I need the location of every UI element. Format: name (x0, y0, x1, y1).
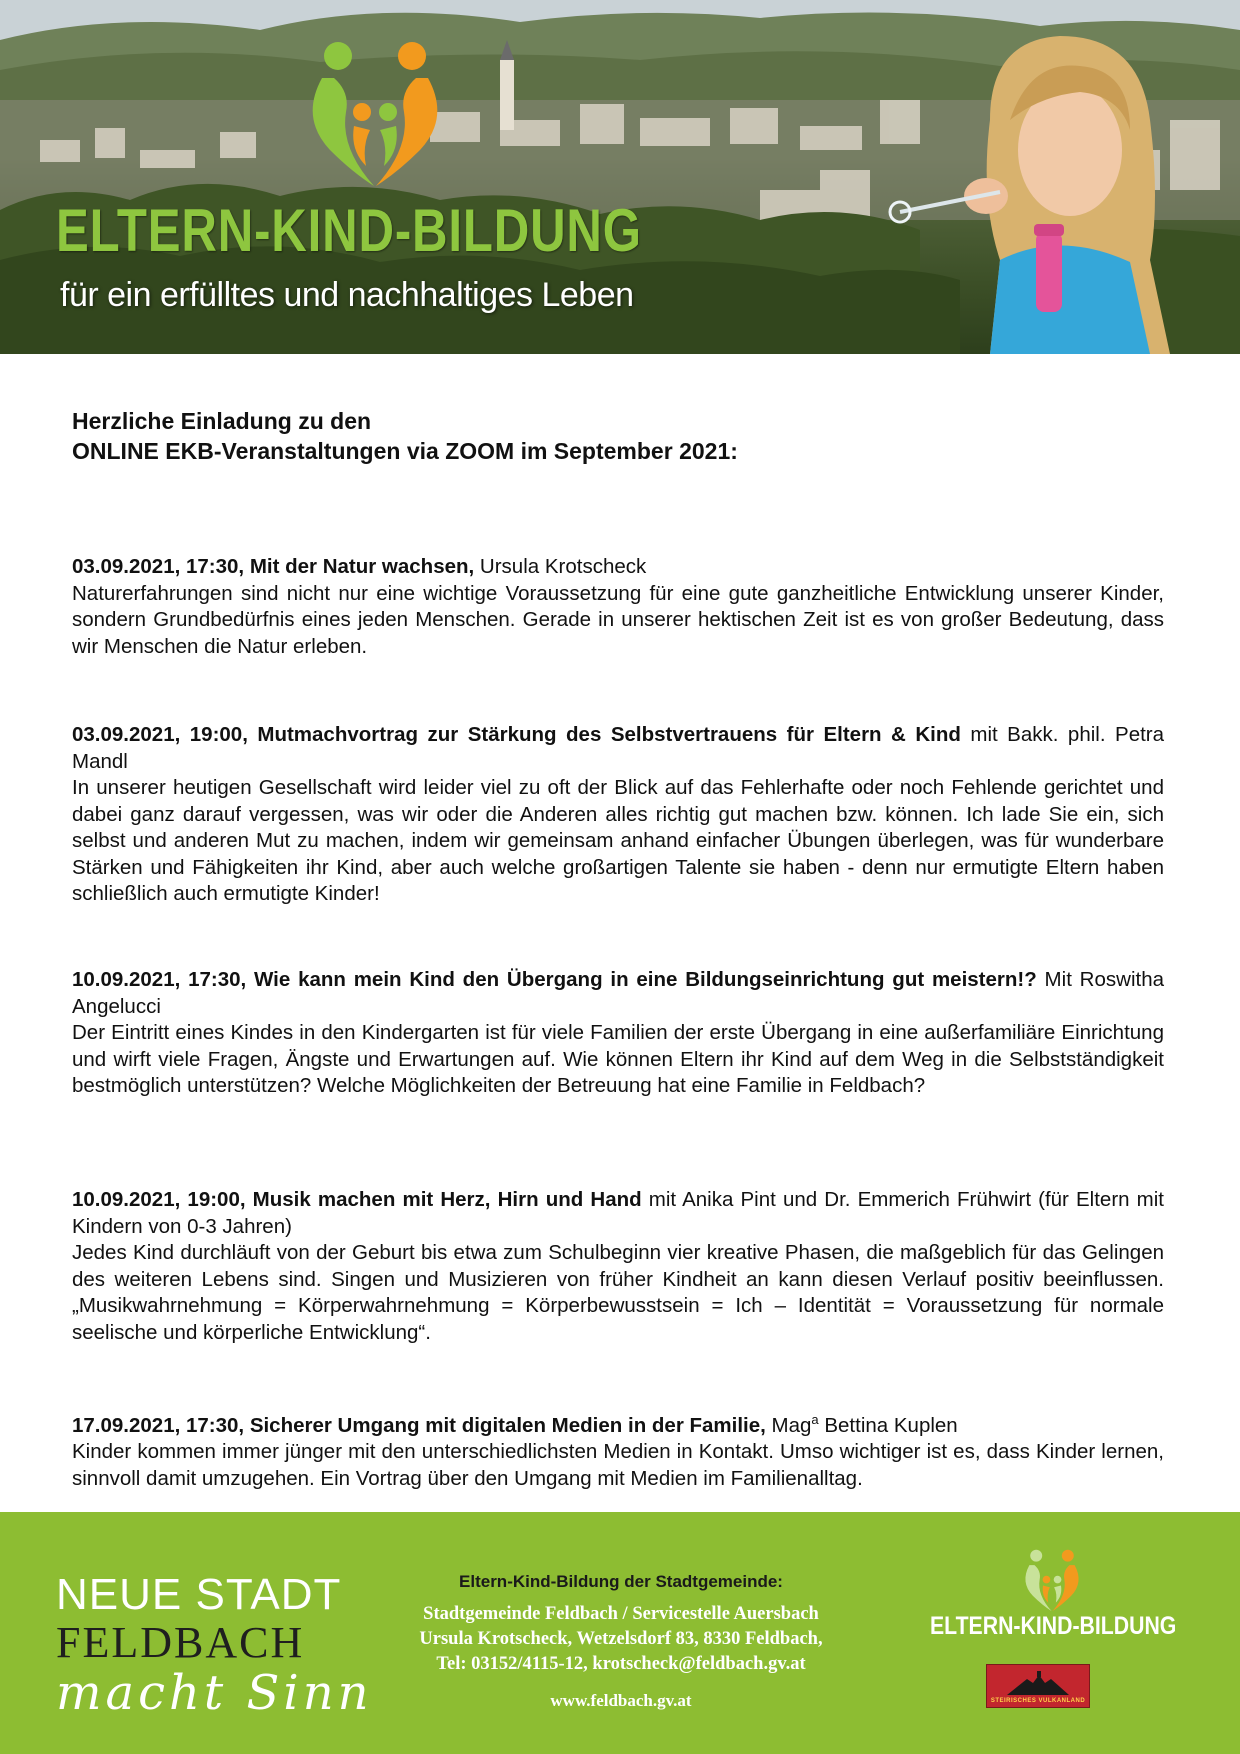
contact-line: Ursula Krotscheck, Wetzelsdorf 83, 8330 Feldbach, (419, 1629, 823, 1649)
event-item (72, 1407, 1164, 1492)
event-title: 03.09.2021, 17:30, Mit der Natur wachsen, (72, 555, 475, 578)
footer (0, 1512, 1240, 1754)
event-item (72, 554, 1164, 660)
city-line-3: macht Sinn (56, 1665, 373, 1721)
city-line-2: FELDBACH (56, 1618, 305, 1667)
contact-block (386, 1572, 856, 1711)
event-speaker: Mag (765, 1413, 812, 1437)
event-description: Kinder kommen immer jünger mit den unterschiedlichsten Medien in Kontakt. Umso wichtiger ist es, dass Kinder lernen, sinnvoll damit umzugehen. Ein Vortrag über den Umgang mit Medien im Familienalltag. (72, 1440, 1164, 1490)
event-speaker: mit Anika Pint und Dr. Emmerich Frühwirt (für Eltern mit Kindern von 0-3 Jahren) (72, 1188, 1165, 1238)
brand-title: ELTERN-KIND-BILDUNG (56, 197, 642, 264)
event-speaker: mit Bakk. phil. Petra Mandl (72, 723, 1165, 773)
event-item (72, 1187, 1164, 1346)
header-banner (0, 0, 1240, 354)
event-speaker: Ursula Krotscheck (474, 555, 647, 578)
event-speaker-name: Bettina Kuplen (818, 1413, 958, 1437)
invitation-line-2: ONLINE EKB-Veranstaltungen via ZOOM im September 2021: (72, 438, 738, 464)
event-speaker: Mit Roswitha Angelucci (72, 968, 1164, 1018)
event-title: 10.09.2021, 17:30, Wie kann mein Kind den Übergang in eine Bildungseinrichtung gut meistern!? (72, 968, 1037, 991)
event-title: 10.09.2021, 19:00, Musik machen mit Herz, Hirn und Hand (72, 1188, 642, 1211)
city-slogan (56, 1570, 373, 1721)
family-heart-logo-icon (1020, 1548, 1084, 1612)
city-line-1: NEUE STADT (56, 1570, 342, 1619)
invitation-heading (72, 406, 738, 466)
event-description: Jedes Kind durchläuft von der Geburt bis etwa zum Schulbeginn vier kreative Phasen, die maßgeblich für das Gelingen des weiteren Lebens sind. Singen und Musizieren von früher Kindheit an kann diesen Verlauf positiv beeinflussen. „Musikwahrnehmung = Körperwahrnehmung = Körperbewusstsein = Ich – Identität = Voraussetzung für normale seelische und körperliche Entwicklung“. (72, 1241, 1164, 1344)
contact-title: Eltern-Kind-Bildung der Stadtgemeinde: (459, 1572, 783, 1591)
contact-phone-email[interactable]: Tel: 03152/4115-12, krotscheck@feldbach.gv.at (436, 1654, 806, 1674)
event-description: In unserer heutigen Gesellschaft wird leider viel zu oft der Blick auf das Fehlerhafte oder noch Fehlende gerichtet und dabei ganz darauf vergessen, was wir oder die Anderen alles richtig gut machen bzw. können. Ich lade Sie ein, sich selbst und anderen Mut zu machen, indem wir gemeinsam anhand einfacher Übungen überlegen, was für wunderbare Stärken und Fähigkeiten ihr Kind, aber auch welche großartigen Talente sie haben - denn nur ermutigte Eltern haben schließlich auch ermutigte Kinder! (72, 776, 1164, 905)
badge-label: STEIRISCHES VULKANLAND (990, 1698, 1086, 1704)
family-heart-logo-icon (300, 38, 450, 188)
event-speaker-sup: a (811, 1412, 819, 1427)
event-item (72, 722, 1164, 908)
event-item (72, 967, 1164, 1100)
contact-line: Stadtgemeinde Feldbach / Servicestelle Auersbach (423, 1604, 819, 1624)
tagline: für ein erfülltes und nachhaltiges Leben (60, 276, 634, 314)
event-title: 03.09.2021, 19:00, Mutmachvortrag zur Stärkung des Selbstvertrauens für Eltern & Kind (72, 723, 961, 746)
vulkanland-badge (986, 1664, 1090, 1708)
footer-brand: ELTERN-KIND-BILDUNG (930, 1612, 1177, 1640)
event-title: 17.09.2021, 17:30, Sicherer Umgang mit digitalen Medien in der Familie, (72, 1413, 766, 1437)
event-description: Naturerfahrungen sind nicht nur eine wichtige Voraussetzung für eine gute ganzheitliche Entwicklung unserer Kinder, sondern Grundbedürfnis eines jeden Menschen. Gerade in unserer hektischen Zeit ist es von großer Bedeutung, dass wir Menschen die Natur erleben. (72, 581, 1164, 658)
event-description: Der Eintritt eines Kindes in den Kindergarten ist für viele Familien der erste Übergang in eine außerfamiliäre Einrichtung und wirft viele Fragen, Ängste und Erwartungen auf. Wie können Eltern ihr Kind auf dem Weg in die Selbstständigkeit bestmöglich unterstützen? Welche Möglichkeiten der Betreuung hat eine Familie in Feldbach? (72, 1021, 1164, 1097)
website-link[interactable]: www.feldbach.gv.at (550, 1691, 692, 1710)
invitation-line-1: Herzliche Einladung zu den (72, 408, 372, 434)
